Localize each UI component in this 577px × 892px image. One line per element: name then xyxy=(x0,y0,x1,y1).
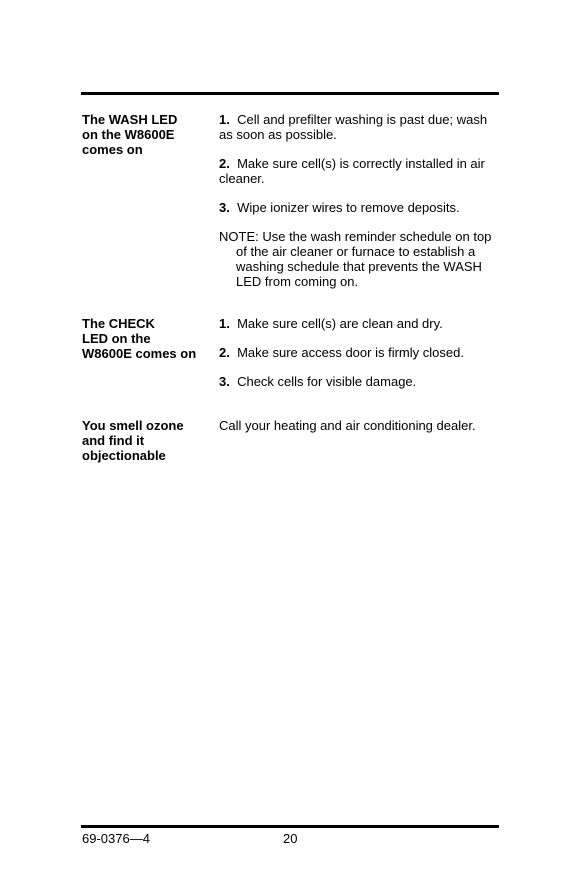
step-item xyxy=(219,112,499,142)
top-rule xyxy=(81,92,499,95)
action-list xyxy=(219,418,499,433)
action-list xyxy=(219,112,499,303)
symptom-line: You smell ozone xyxy=(82,418,184,433)
symptom-line: LED on the xyxy=(82,331,151,346)
symptom-label xyxy=(82,418,207,463)
symptom-label xyxy=(82,112,207,157)
symptom-line: on the W8600E xyxy=(82,127,175,142)
symptom-line: comes on xyxy=(82,142,143,157)
document-number: 69-0376—4 xyxy=(82,831,150,846)
step-text: Make sure access door is firmly closed. xyxy=(237,345,464,360)
step-item xyxy=(219,156,499,186)
step-text: Make sure cell(s) is correctly installed in air cleaner. xyxy=(219,156,485,186)
step-item xyxy=(219,316,499,331)
step-number: 2. xyxy=(219,156,230,171)
step-number: 1. xyxy=(219,112,230,127)
step-number: 3. xyxy=(219,200,230,215)
step-text: Wipe ionizer wires to remove deposits. xyxy=(237,200,460,215)
step-item xyxy=(219,200,499,215)
page-number: 20 xyxy=(283,831,298,846)
step-number: 1. xyxy=(219,316,230,331)
step-text: Check cells for visible damage. xyxy=(237,374,417,389)
bottom-rule xyxy=(81,825,499,828)
step-number: 2. xyxy=(219,345,230,360)
step-text: Make sure cell(s) are clean and dry. xyxy=(237,316,443,331)
symptom-line: The CHECK xyxy=(82,316,155,331)
symptom-line: The WASH LED xyxy=(82,112,178,127)
symptom-line: objectionable xyxy=(82,448,166,463)
step-item xyxy=(219,374,499,389)
step-text: Cell and prefilter washing is past due; wash as soon as possible. xyxy=(219,112,488,142)
symptom-label xyxy=(82,316,207,361)
step-number: 3. xyxy=(219,374,230,389)
symptom-line: W8600E comes on xyxy=(82,346,197,361)
symptom-line: and find it xyxy=(82,433,145,448)
action-list xyxy=(219,316,499,403)
note-text: NOTE: Use the wash reminder schedule on top of the air cleaner or furnace to establish a washing schedule that prevents the WASH LED from coming on. xyxy=(219,229,492,289)
step-item xyxy=(219,345,499,360)
action-text: Call your heating and air conditioning dealer. xyxy=(219,418,476,433)
